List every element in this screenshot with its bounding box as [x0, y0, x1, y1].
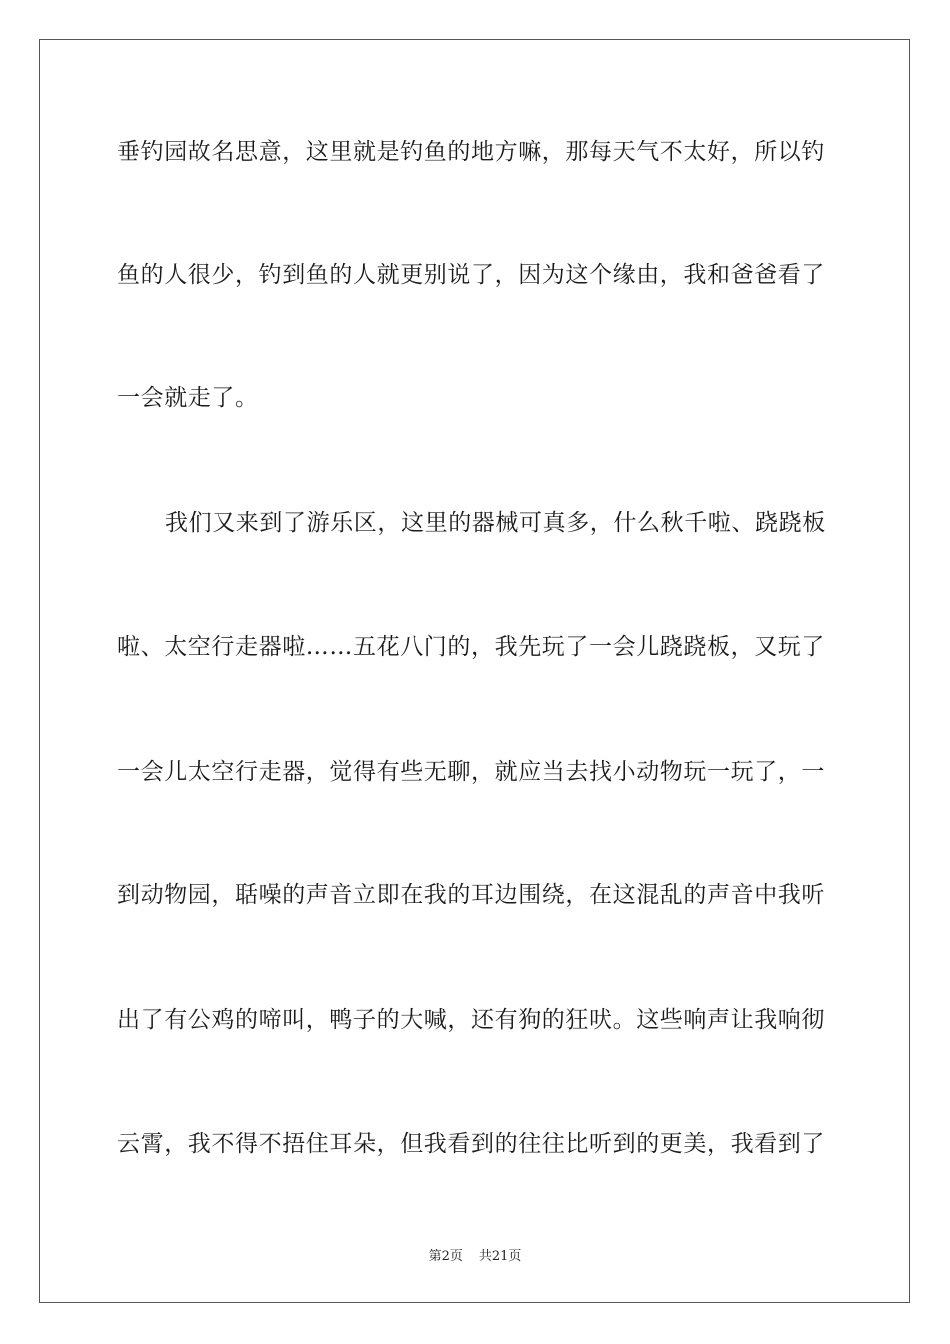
text-line: 垂钓园故名思意，这里就是钓鱼的地方嘛，那每天气不太好，所以钓: [117, 139, 825, 165]
text-line: 鱼的人很少，钓到鱼的人就更别说了，因为这个缘由，我和爸爸看了: [117, 262, 825, 288]
paragraph-first-line: 我们又来到了游乐区，这里的器械可真多，什么秋千啦、跷跷板: [165, 510, 826, 536]
text-line: 一会就走了。: [117, 385, 259, 411]
text-line: 出了有公鸡的啼叫，鸭子的大喊，还有狗的狂吠。这些响声让我响彻: [117, 1007, 825, 1033]
text-line: 到动物园，聒噪的声音立即在我的耳边围绕，在这混乱的声音中我听: [117, 882, 825, 908]
page-border: [39, 39, 910, 1303]
page-total: 共21页: [478, 1249, 522, 1264]
text-line: 一会儿太空行走器，觉得有些无聊，就应当去找小动物玩一玩了，一: [117, 759, 825, 785]
page-number: 第2页: [428, 1249, 463, 1264]
text-line: 啦、太空行走器啦……五花八门的，我先玩了一会儿跷跷板，又玩了: [117, 634, 825, 660]
page-footer: [0, 1248, 950, 1266]
text-line: 云霄，我不得不捂住耳朵，但我看到的往往比听到的更美，我看到了: [117, 1131, 825, 1157]
